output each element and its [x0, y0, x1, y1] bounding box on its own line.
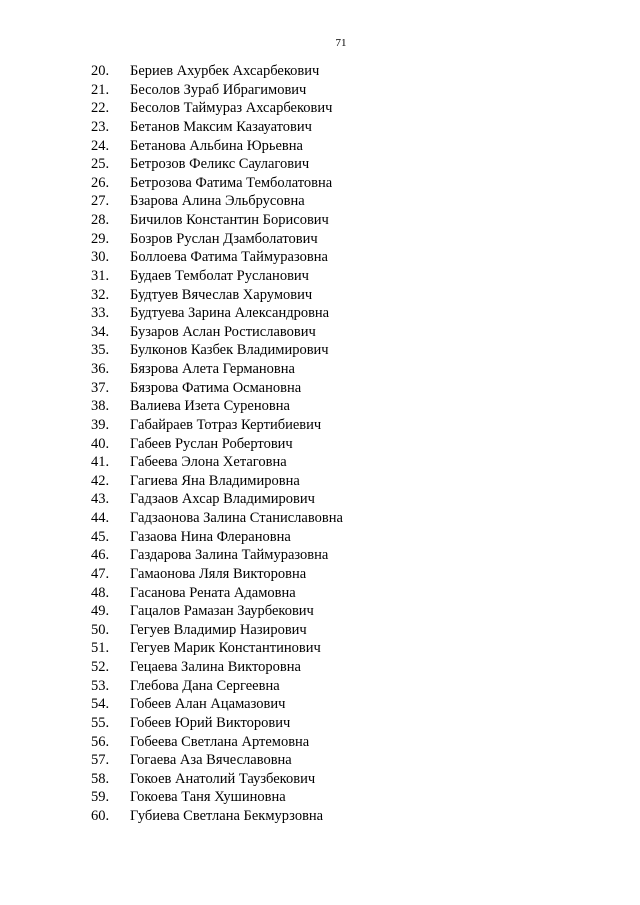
list-item-name: Гагиева Яна Владимировна	[130, 472, 300, 489]
list-item-number: 42.	[91, 472, 110, 489]
list-item-name: Гасанова Рената Адамовна	[130, 584, 296, 601]
list-item-name: Бериев Ахурбек Ахсарбекович	[130, 63, 320, 79]
list-item-number: 21.	[91, 81, 110, 98]
list-item-number: 43.	[91, 491, 110, 508]
list-item-name: Бетрозова Фатима Темболатовна	[130, 174, 333, 191]
list-item-number: 23.	[91, 118, 110, 135]
list-item-number: 52.	[91, 659, 110, 675]
list-item-number: 47.	[91, 565, 110, 582]
list-item-number: 26.	[91, 174, 110, 191]
list-item-number: 51.	[91, 640, 110, 657]
list-item-number: 33.	[91, 305, 110, 322]
list-item-name: Габайраев Тотраз Кертибиевич	[130, 416, 322, 433]
list-item-number: 58.	[91, 770, 110, 787]
list-item-name: Бозров Руслан Дзамболатович	[130, 230, 318, 247]
page-number: 71	[335, 37, 347, 49]
list-item-name: Гадзаов Ахсар Владимирович	[130, 491, 315, 508]
list-item-number: 29.	[91, 230, 110, 247]
list-item-number: 38.	[91, 398, 110, 415]
list-item-number: 28.	[91, 212, 110, 228]
list-item-name: Габеев Руслан Робертович	[130, 435, 293, 452]
list-item-name: Гадзаонова Залина Станиславовна	[130, 510, 343, 526]
list-item-name: Губиева Светлана Бекмурзовна	[130, 808, 324, 824]
list-item-number: 60.	[91, 808, 110, 824]
list-item-name: Габеева Элона Хетаговна	[130, 454, 287, 471]
list-item-name: Гогаева Аза Вячеславовна	[130, 752, 292, 769]
list-item-name: Будтуев Вячеслав Харумович	[130, 286, 313, 303]
list-item-number: 25.	[91, 156, 110, 173]
list-item-name: Будтуева Зарина Александровна	[130, 305, 330, 322]
list-item-name: Гецаева Залина Викторовна	[130, 659, 301, 675]
list-item-name: Бязрова Алета Германовна	[130, 361, 295, 377]
list-item-name: Газаова Нина Флерановна	[130, 528, 291, 545]
list-item-name: Булконов Казбек Владимирович	[130, 342, 329, 359]
list-item-name: Гобеева Светлана Артемовна	[130, 733, 310, 750]
list-item-name: Бесолов Таймураз Ахсарбекович	[130, 100, 333, 117]
list-item-name: Гамаонова Ляля Викторовна	[130, 565, 307, 582]
list-item-number: 49.	[91, 603, 110, 620]
list-item-name: Бетанова Альбина Юрьевна	[130, 137, 303, 154]
list-item-name: Бетанов Максим Казауатович	[130, 118, 312, 135]
list-item-name: Гегуев Владимир Назирович	[130, 621, 307, 638]
list-item-number: 48.	[91, 584, 110, 601]
list-item-number: 39.	[91, 416, 110, 433]
list-item-name: Глебова Дана Сергеевна	[130, 677, 280, 694]
list-item-name: Гегуев Марик Константинович	[130, 640, 321, 657]
list-item-number: 50.	[91, 621, 110, 638]
list-item-number: 40.	[91, 435, 110, 452]
list-item-name: Бетрозов Феликс Саулагович	[130, 156, 310, 173]
list-item-number: 41.	[91, 454, 110, 471]
list-item-name: Валиева Изета Суреновна	[130, 398, 290, 415]
list-item-number: 35.	[91, 342, 110, 359]
list-item-number: 31.	[91, 267, 110, 284]
list-item-number: 57.	[91, 752, 110, 769]
list-item-name: Бязрова Фатима Османовна	[130, 379, 302, 396]
list-item-number: 53.	[91, 677, 110, 694]
list-item-number: 44.	[91, 510, 110, 526]
list-item-name: Боллоева Фатима Таймуразовна	[130, 249, 328, 266]
list-item-number: 54.	[91, 696, 110, 713]
list-item-number: 24.	[91, 137, 110, 154]
list-item-number: 59.	[91, 789, 110, 806]
list-item-name: Будаев Темболат Русланович	[130, 267, 309, 284]
list-item-number: 27.	[91, 193, 110, 210]
list-item-name: Гацалов Рамазан Заурбекович	[130, 603, 314, 620]
list-item-number: 32.	[91, 286, 110, 303]
list-item-name: Бичилов Константин Борисович	[130, 212, 329, 228]
list-item-name: Гокоева Таня Хушиновна	[130, 789, 286, 806]
list-item-name: Газдарова Залина Таймуразовна	[130, 547, 329, 564]
list-item-number: 55.	[91, 714, 110, 731]
list-item-number: 36.	[91, 361, 110, 377]
list-item-number: 56.	[91, 733, 110, 750]
list-item-name: Бесолов Зураб Ибрагимович	[130, 81, 307, 98]
list-item-number: 22.	[91, 100, 110, 117]
list-item-number: 30.	[91, 249, 110, 266]
list-item-name: Гобеев Юрий Викторович	[130, 714, 291, 731]
list-item-name: Гобеев Алан Ацамазович	[130, 696, 286, 713]
list-item-name: Гокоев Анатолий Таузбекович	[130, 770, 316, 787]
list-item-name: Бузаров Аслан Ростиславович	[130, 323, 316, 340]
list-item-number: 46.	[91, 547, 110, 564]
list-item-number: 34.	[91, 323, 110, 340]
list-item-number: 37.	[91, 379, 110, 396]
list-item-number: 45.	[91, 528, 110, 545]
list-item-name: Бзарова Алина Эльбрусовна	[130, 193, 305, 210]
list-item-number: 20.	[91, 63, 110, 79]
